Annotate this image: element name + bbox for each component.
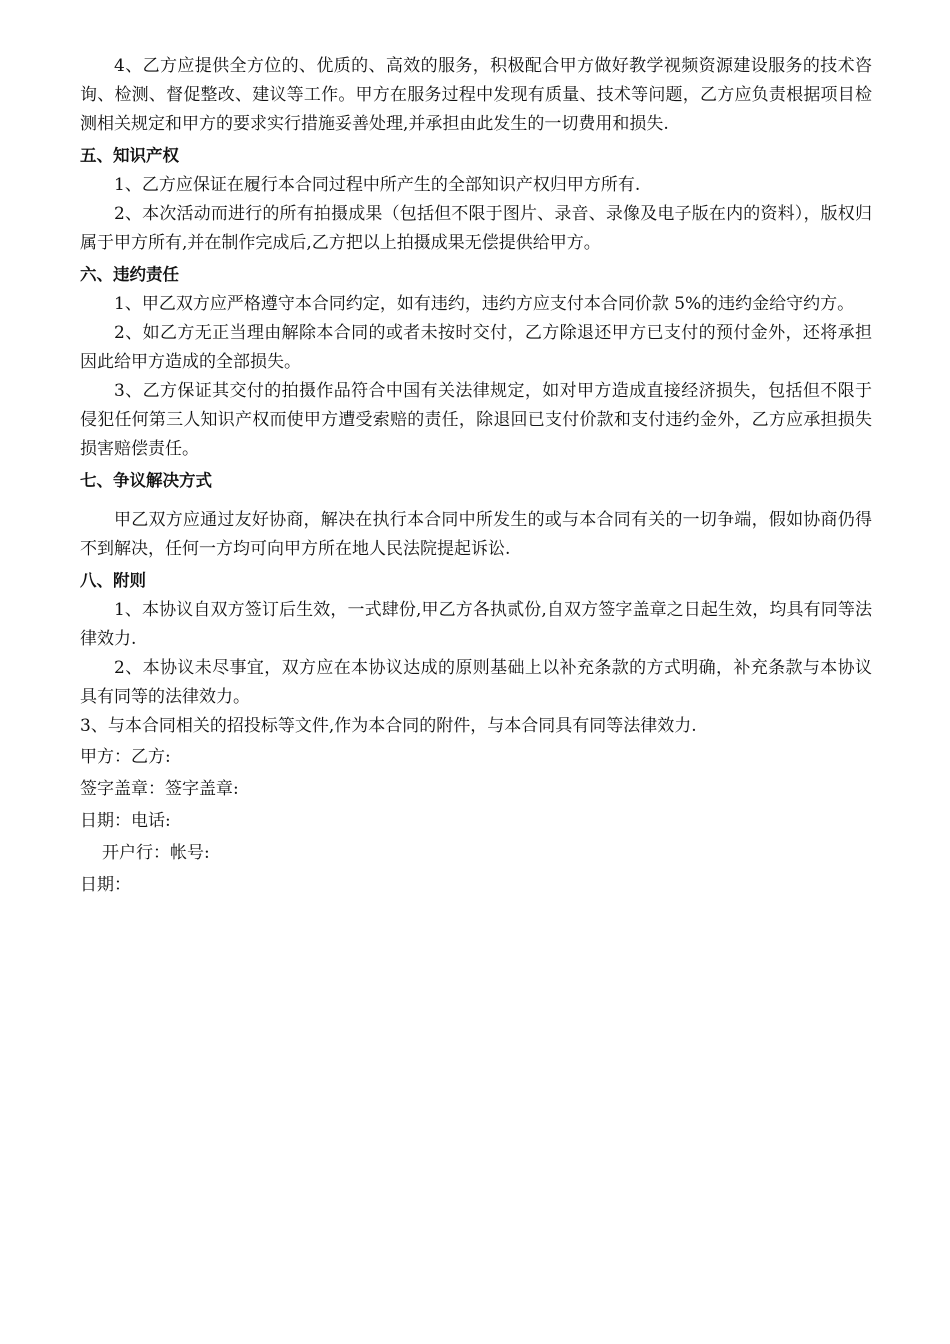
signature-date: 日期： bbox=[80, 875, 131, 895]
section-6-item-3: 3、乙方保证其交付的拍摄作品符合中国有关法律规定，如对甲方造成直接经济损失，包括但不限于侵犯任何第三人知识产权而使甲方遭受索赔的责任，除退回已支付价款和支付违约金外，乙方应承担损失损害赔偿责任。 bbox=[80, 381, 872, 459]
contract-page bbox=[80, 52, 872, 901]
section-5-item-1: 1、乙方应保证在履行本合同过程中所产生的全部知识产权归甲方所有. bbox=[114, 175, 641, 195]
section-8-heading: 八、附则 bbox=[80, 571, 146, 590]
section-8-item-2: 2、本协议未尽事宜，双方应在本协议达成的原则基础上以补充条款的方式明确，补充条款与本协议具有同等的法律效力。 bbox=[80, 658, 872, 707]
signature-parties: 甲方：乙方: bbox=[80, 747, 171, 767]
clause-4-paragraph: 4、乙方应提供全方位的、优质的、高效的服务，积极配合甲方做好教学视频资源建设服务的技术咨询、检测、督促整改、建议等工作。甲方在服务过程中发现有质量、技术等问题，乙方应负责根据项目检测相关规定和甲方的要求实行措施妥善处理,并承担由此发生的一切费用和损失. bbox=[80, 56, 872, 134]
section-5-heading: 五、知识产权 bbox=[80, 146, 179, 165]
section-7-item-1: 甲乙双方应通过友好协商，解决在执行本合同中所发生的或与本合同有关的一切争端，假如协商仍得不到解决，任何一方均可向甲方所在地人民法院提起诉讼. bbox=[80, 510, 872, 559]
section-6-item-2: 2、如乙方无正当理由解除本合同的或者未按时交付，乙方除退还甲方已支付的预付金外，还将承担因此给甲方造成的全部损失。 bbox=[80, 323, 872, 372]
signature-bank-account: 开户行：帐号: bbox=[102, 843, 210, 863]
signature-seal: 签字盖章：签字盖章: bbox=[80, 779, 239, 799]
section-5-item-2: 2、本次活动而进行的所有拍摄成果（包括但不限于图片、录音、录像及电子版在内的资料），版权归属于甲方所有,并在制作完成后,乙方把以上拍摄成果无偿提供给甲方。 bbox=[80, 204, 872, 253]
signature-date-phone: 日期：电话: bbox=[80, 811, 171, 831]
section-8-item-3: 3、与本合同相关的招投标等文件,作为本合同的附件，与本合同具有同等法律效力. bbox=[80, 716, 697, 736]
section-7-heading: 七、争议解决方式 bbox=[80, 471, 212, 490]
section-6-item-1: 1、甲乙双方应严格遵守本合同约定，如有违约，违约方应支付本合同价款 5%的违约金给守约方。 bbox=[114, 294, 855, 314]
section-8-item-1: 1、本协议自双方签订后生效，一式肆份,甲乙方各执贰份,自双方签字盖章之日起生效，均具有同等法律效力. bbox=[80, 600, 872, 649]
section-6-heading: 六、违约责任 bbox=[80, 265, 179, 284]
